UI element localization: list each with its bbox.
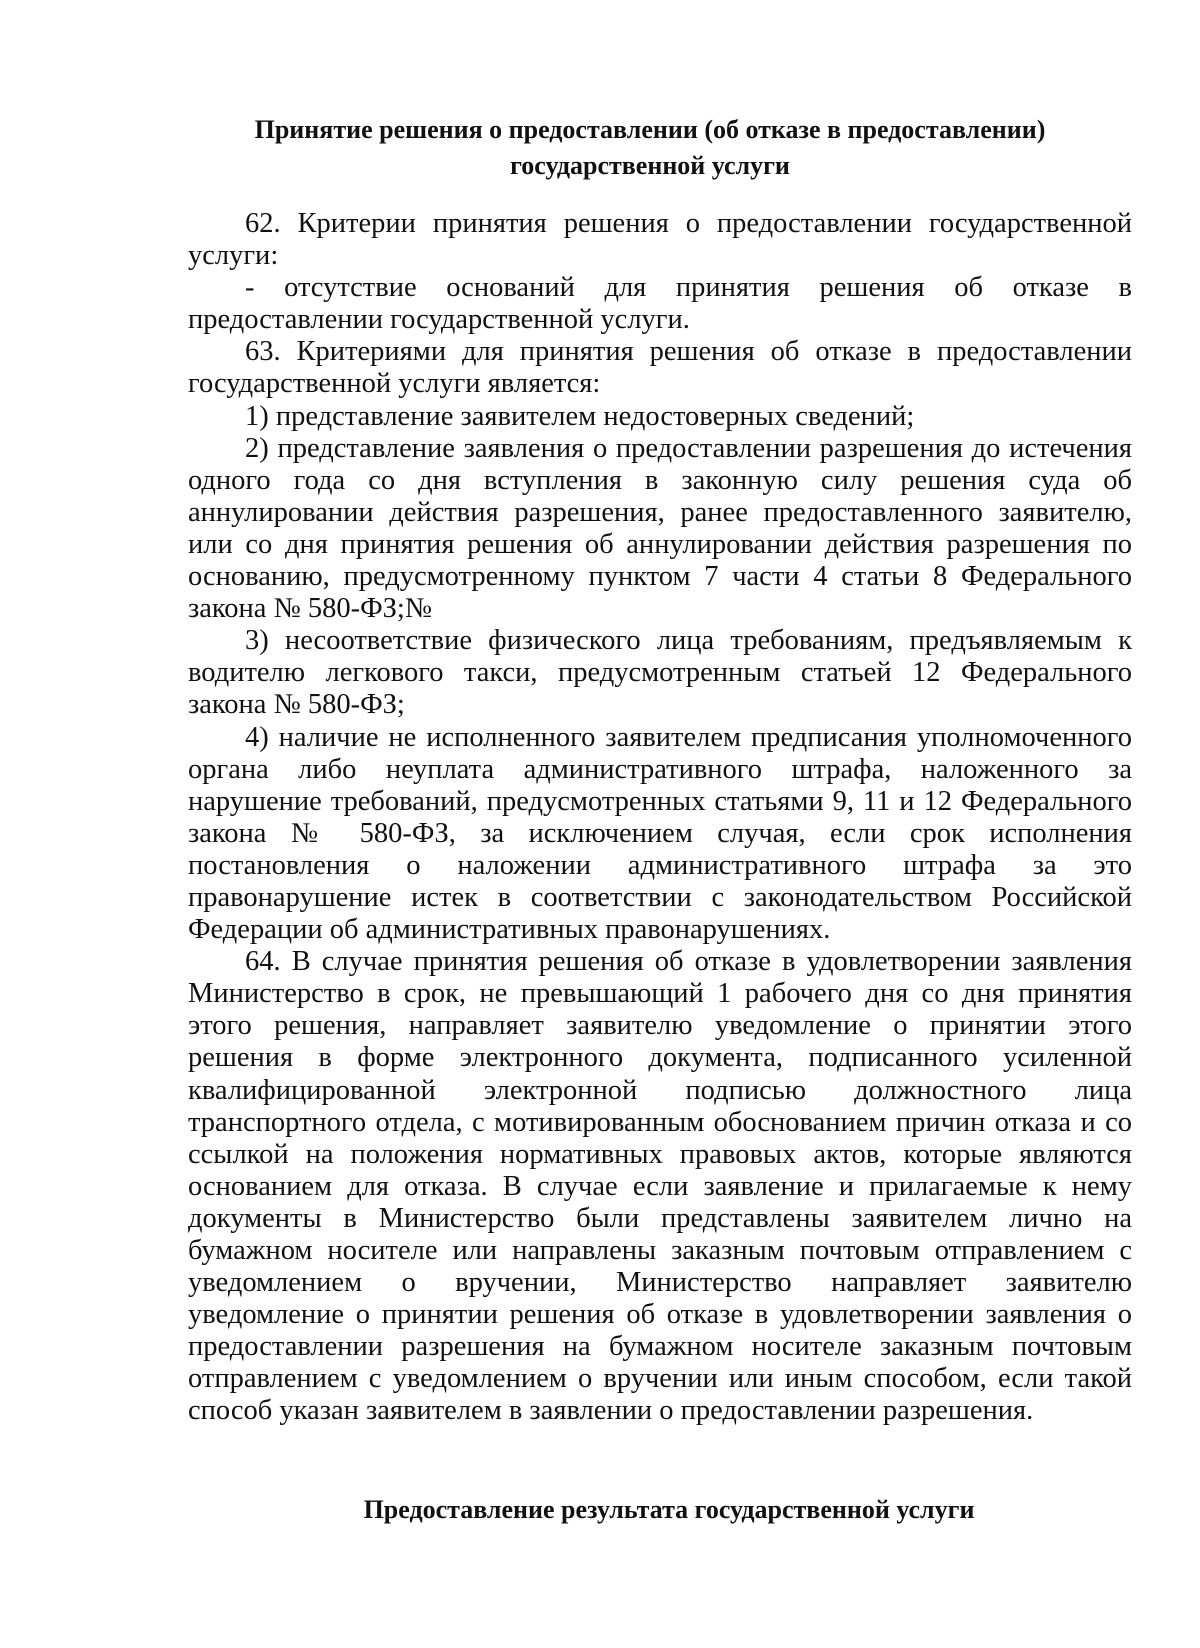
paragraph-62: 62. Критерии принятия решения о предоставлении государственной услуги: xyxy=(188,208,1132,272)
paragraph-63-item-4: 4) наличие не исполненного заявителем предписания уполномоченного органа либо неуплата административного штрафа, наложенного за нарушение требований, предусмотренных статьями 9, 11 и 12 Федерального закона № 580-ФЗ, за исключением случая, если срок исполнения постановления о наложении административного штрафа за это правонарушение истек в соответствии с законодательством Российской Федерации об административных правонарушениях. xyxy=(188,721,1132,946)
paragraph-64: 64. В случае принятия решения об отказе в удовлетворении заявления Министерство в срок, не превышающий 1 рабочего дня со дня принятия этого решения, направляет заявителю уведомление о принятии этого решения в форме электронного документа, подписанного усиленной квалифицированной электронной подписью должностного лица транспортного отдела, с мотивированным обоснованием причин отказа и со ссылкой на положения нормативных правовых актов, которые являются основанием для отказа. В случае если заявление и прилагаемые к нему документы в Министерство были представлены заявителем лично на бумажном носителе или направлены заказным почтовым отправлением с уведомлением о вручении, Министерство направляет заявителю уведомление о принятии решения об отказе в удовлетворении заявления о предоставлении разрешения на бумажном носителе заказным почтовым отправлением с уведомлением о вручении или иным способом, если такой способ указан заявителем в заявлении о предоставлении разрешения. xyxy=(188,946,1132,1427)
paragraph-63-item-1: 1) представление заявителем недостоверных сведений; xyxy=(245,400,915,432)
section-heading-result xyxy=(180,1492,1120,1528)
paragraph-63-item-3: 3) несоответствие физического лица требованиям, предъявляемым к водителю легкового такси, предусмотренным статьей 12 Федерального закона № 580-ФЗ; xyxy=(188,625,1132,721)
paragraph-62-criterion: - отсутствие оснований для принятия решения об отказе в предоставлении государственной услуги. xyxy=(188,272,1132,336)
section-heading: Принятие решения о предоставлении (об отказе в предоставлении) государственной услуги xyxy=(254,115,1046,180)
document-body xyxy=(188,208,1132,1428)
paragraph-63: 63. Критериями для принятия решения об отказе в предоставлении государственной услуги является: xyxy=(188,336,1132,400)
section-heading-result-text: Предоставление результата государственной услуги xyxy=(363,1495,975,1524)
paragraph-63-item-2: 2) представление заявления о предоставлении разрешения до истечения одного года со дня вступления в законную силу решения суда об аннулировании действия разрешения, ранее предоставленного заявителю, или со дня принятия решения об аннулировании действия разрешения по основанию, предусмотренному пунктом 7 части 4 статьи 8 Федерального закона № 580-ФЗ;№ xyxy=(188,432,1132,625)
